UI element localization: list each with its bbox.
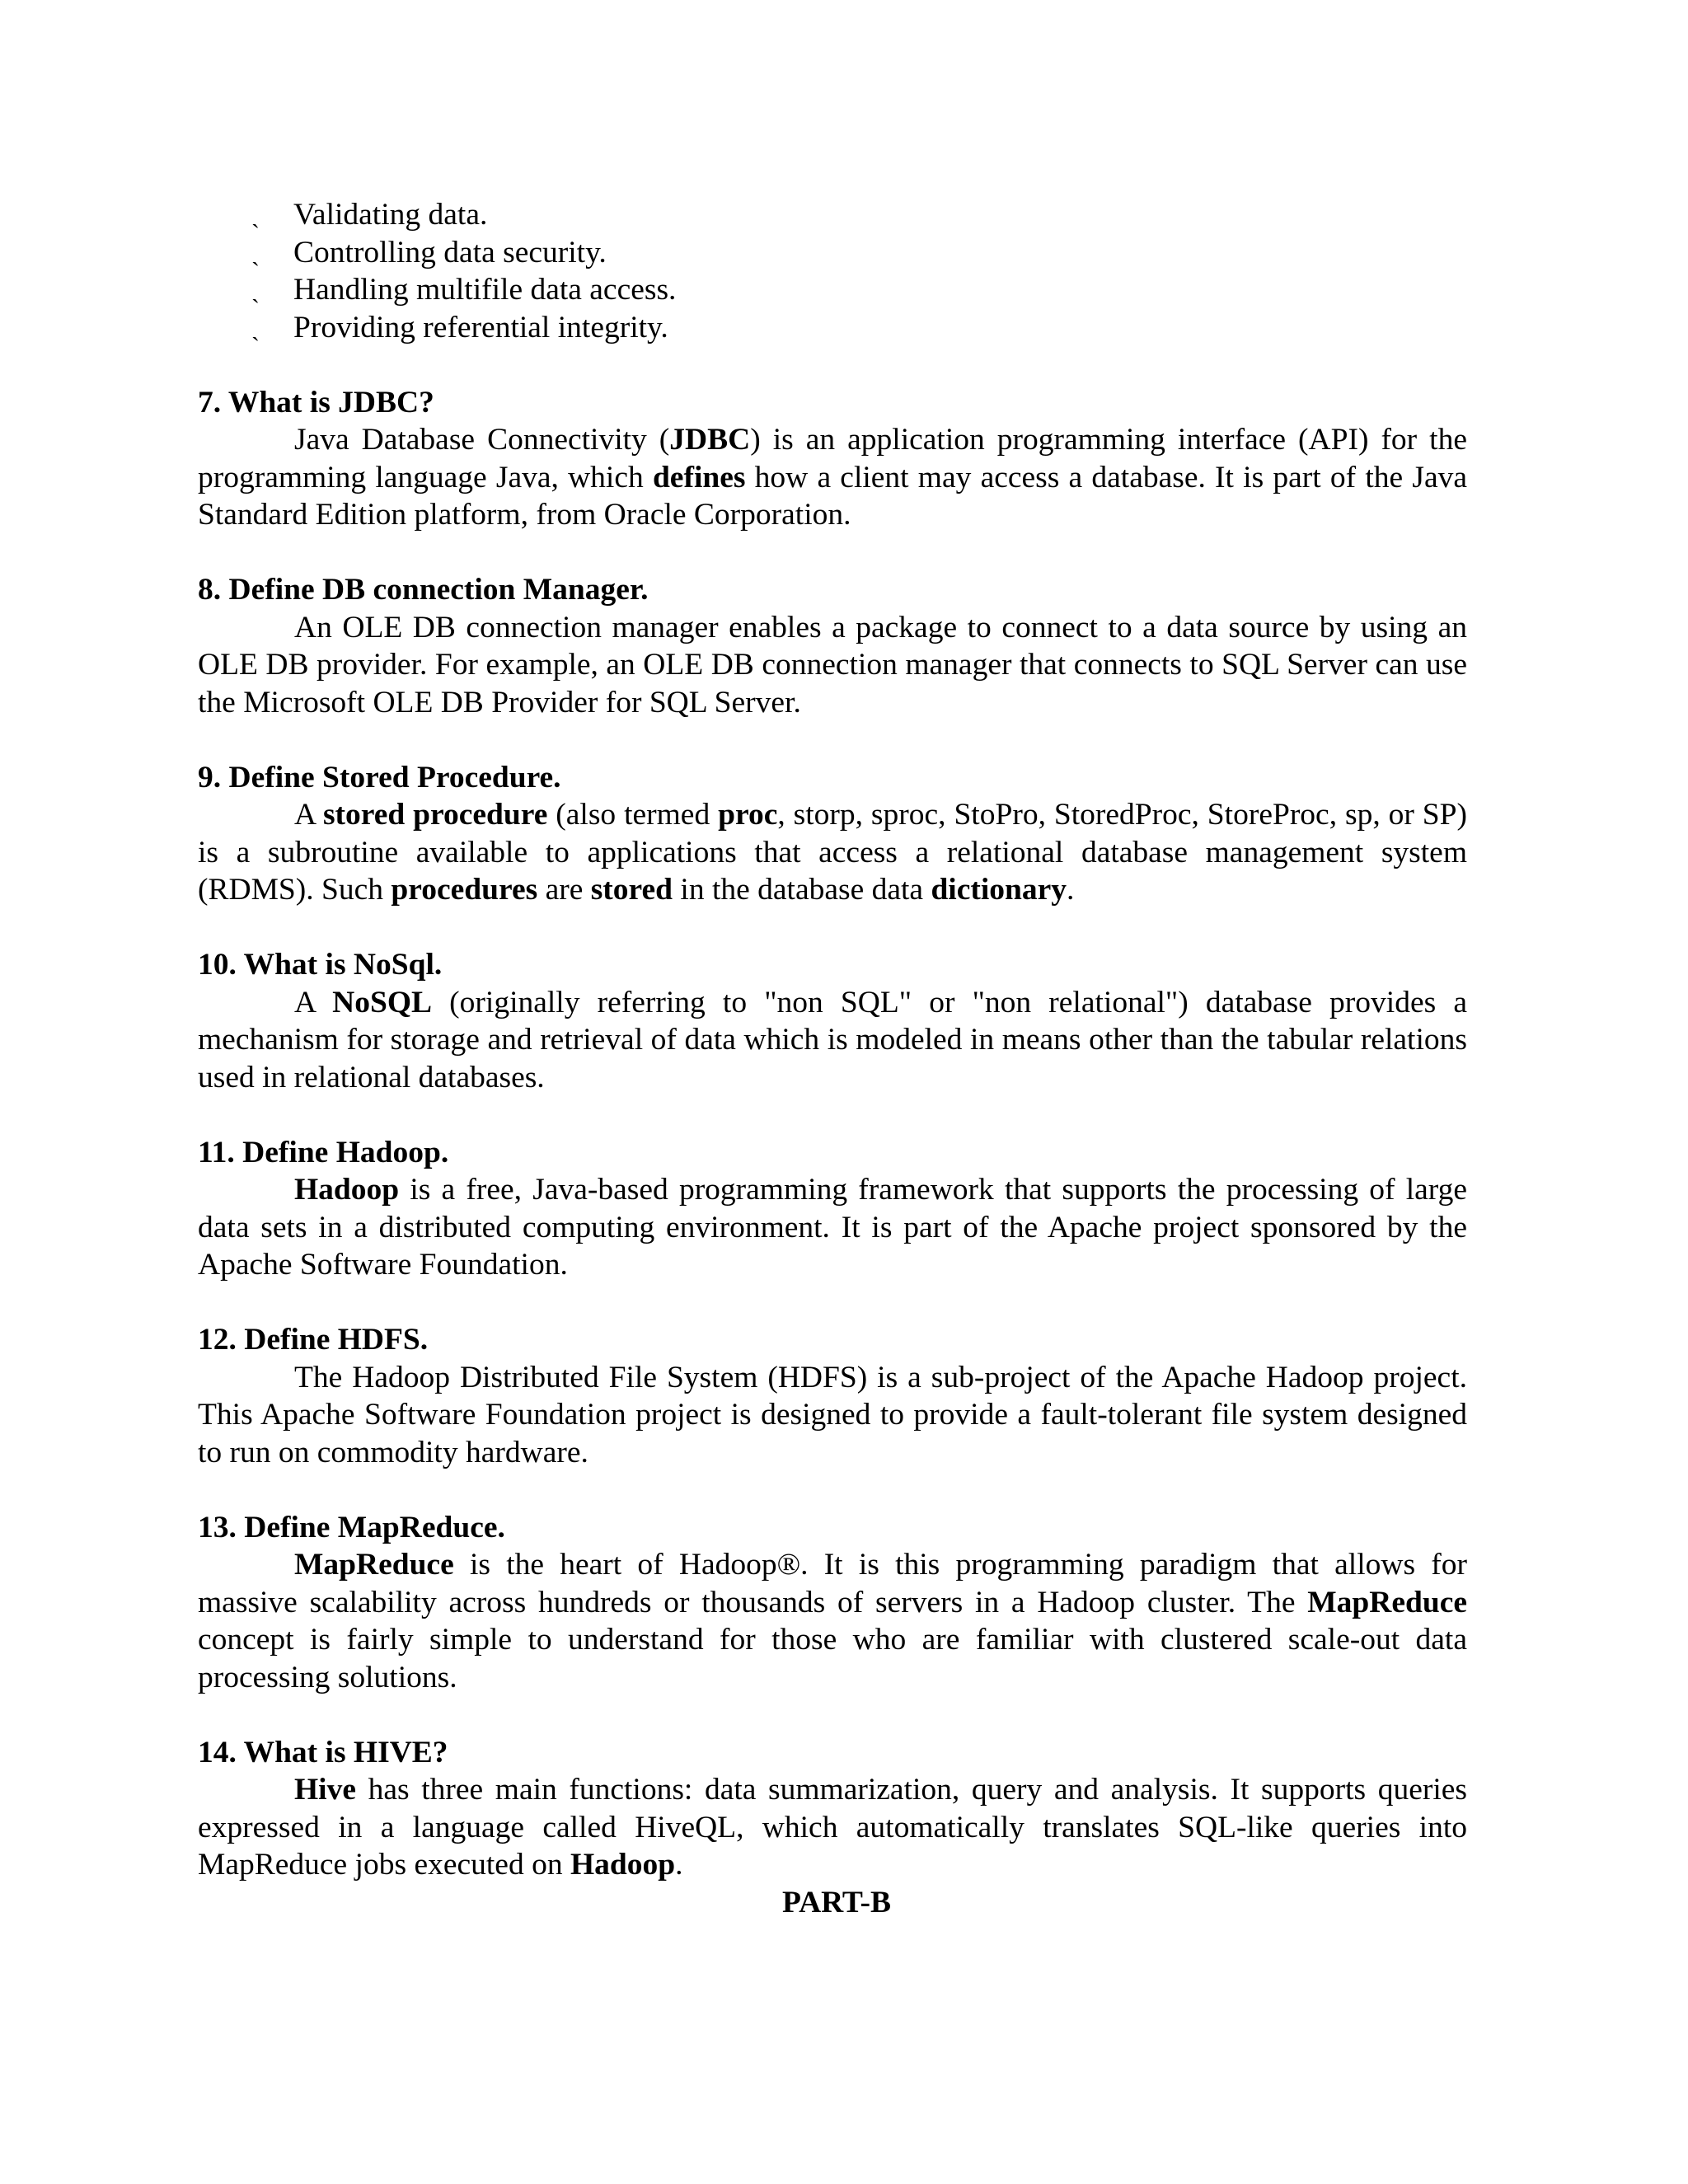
answer-text: An OLE DB connection manager enables a package to connect to a data source by using an OLE DB provider. For example, an OLE DB connection manager that connects to SQL Server can use the Microsoft OLE DB Provider for SQL Server. xyxy=(198,610,1467,719)
answer-text: . xyxy=(675,1848,683,1882)
answer-text: has three main functions: data summarization, query and analysis. It supports queries expressed in a language called HiveQL, which automatically translates SQL-like queries into MapReduce jobs executed on xyxy=(198,1773,1467,1882)
answer-paragraph xyxy=(198,1546,1467,1696)
list-item xyxy=(198,196,1467,234)
answer-text: The Hadoop Distributed File System (HDFS) is a sub-project of the Apache Hadoop project. This Apache Software Foundation project is designed to provide a fault-tolerant file system designed to run on commodity hardware. xyxy=(198,1360,1467,1469)
bullet-list xyxy=(198,196,1467,346)
answer-text: . xyxy=(1067,873,1075,907)
bold-term: JDBC xyxy=(669,423,751,457)
bullet-icon: ˏ xyxy=(251,313,260,341)
bold-term: defines xyxy=(652,460,746,494)
list-item-text: Providing referential integrity. xyxy=(293,310,668,344)
question-heading: 12. Define HDFS. xyxy=(198,1323,429,1357)
question-heading: 9. Define Stored Procedure. xyxy=(198,760,561,794)
bold-term: proc xyxy=(718,798,778,832)
answer-paragraph xyxy=(198,1771,1467,1884)
part-heading: PART-B xyxy=(781,1885,892,1919)
qa-section xyxy=(198,571,1467,721)
answer-text: is the heart of Hadoop®. It is this programming paradigm that allows for massive scalability across hundreds or thousands of servers in a Hadoop cluster. The xyxy=(198,1548,1467,1619)
qa-section xyxy=(198,1509,1467,1697)
list-item-text: Validating data. xyxy=(293,198,488,232)
question-heading: 11. Define Hadoop. xyxy=(198,1135,449,1169)
bold-term: stored procedure xyxy=(322,798,548,832)
answer-text: (also termed xyxy=(547,798,719,832)
bold-term: Hadoop xyxy=(570,1848,676,1882)
list-item xyxy=(198,271,1467,309)
bold-term: dictionary xyxy=(931,873,1067,907)
bold-term: MapReduce xyxy=(1307,1585,1467,1619)
qa-section xyxy=(198,1734,1467,1884)
question-heading: 8. Define DB connection Manager. xyxy=(198,573,649,607)
bullet-icon: ˏ xyxy=(251,201,260,228)
answer-text: is a free, Java-based programming framework that supports the processing of large data sets in a distributed computing environment. It is part of the Apache project sponsored by the Apache Software Foundation. xyxy=(198,1173,1467,1282)
answer-text: in the database data xyxy=(673,873,931,907)
qa-section xyxy=(198,759,1467,909)
list-item xyxy=(198,309,1467,347)
answer-text: Java Database Connectivity ( xyxy=(294,423,670,457)
question-heading: 7. What is JDBC? xyxy=(198,385,434,419)
answer-text: are xyxy=(537,873,591,907)
answer-text: how a client may access a database. It is part of the Java Standard Edition platform, from Oracle Corporation. xyxy=(198,460,1467,532)
answer-paragraph xyxy=(198,984,1467,1097)
question-heading: 13. Define MapReduce. xyxy=(198,1510,505,1544)
qa-section xyxy=(198,1321,1467,1471)
qa-section xyxy=(198,1134,1467,1284)
bold-term: stored xyxy=(590,873,673,907)
bold-term: NoSQL xyxy=(332,985,433,1019)
bold-term: Hive xyxy=(294,1773,356,1807)
answer-text: concept is fairly simple to understand for those who are familiar with clustered scale-out data processing solutions. xyxy=(198,1623,1467,1694)
document-page xyxy=(198,196,1467,1921)
list-item-text: Controlling data security. xyxy=(293,235,607,269)
answer-text: (originally referring to "non SQL" or "non relational") database provides a mechanism for storage and retrieval of data which is modeled in means other than the tabular relations used in relational databases. xyxy=(198,985,1467,1094)
bullet-icon: ˏ xyxy=(251,276,260,303)
answer-text: ) is an application programming interface (API) for the programming language Java, which xyxy=(198,423,1467,494)
answer-paragraph xyxy=(198,1359,1467,1472)
answer-text: , storp, sproc, StoPro, StoredProc, StoreProc, sp, or SP) is a subroutine available to applications that access a relational database management system (RDMS). Such xyxy=(198,798,1467,907)
qa-section xyxy=(198,946,1467,1096)
answer-text: A xyxy=(294,798,323,832)
answer-paragraph xyxy=(198,421,1467,534)
bold-term: Hadoop xyxy=(294,1173,400,1207)
list-item xyxy=(198,234,1467,272)
answer-text: A xyxy=(294,985,333,1019)
bold-term: MapReduce xyxy=(294,1548,454,1582)
list-item-text: Handling multifile data access. xyxy=(293,273,677,307)
answer-paragraph xyxy=(198,796,1467,909)
bullet-icon: ˏ xyxy=(251,238,260,266)
question-heading: 14. What is HIVE? xyxy=(198,1735,448,1769)
qa-section xyxy=(198,384,1467,534)
qa-sections xyxy=(198,384,1467,1884)
bold-term: procedures xyxy=(391,873,538,907)
answer-paragraph xyxy=(198,609,1467,722)
question-heading: 10. What is NoSql. xyxy=(198,948,443,982)
answer-paragraph xyxy=(198,1171,1467,1284)
